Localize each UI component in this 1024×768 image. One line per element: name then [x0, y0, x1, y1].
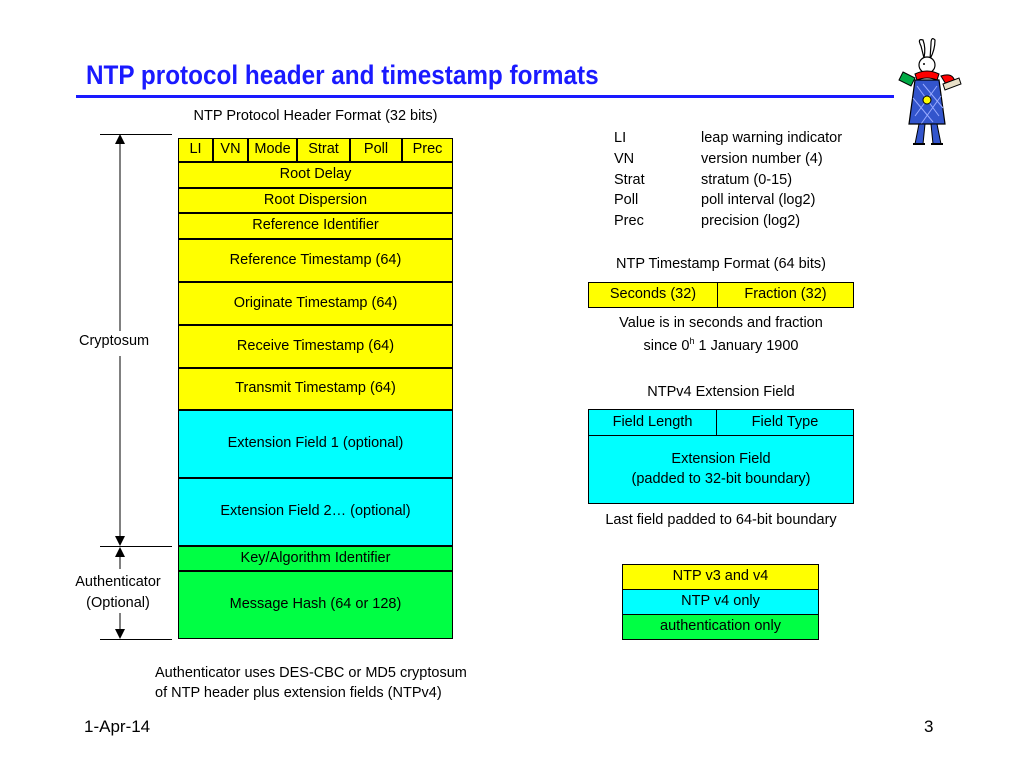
receive-timestamp-field: Receive Timestamp (64) — [178, 325, 453, 368]
strat-field: Strat — [297, 138, 350, 162]
timestamp-description-line-2 — [588, 336, 854, 354]
extension-field-caption: NTPv4 Extension Field — [647, 384, 795, 400]
cryptosum-top-tick — [100, 134, 172, 135]
color-key-v3-v4: NTP v3 and v4 — [622, 564, 819, 590]
slide-page-number: 3 — [924, 717, 934, 736]
timestamp-desc-suffix: 1 January 1900 — [694, 337, 799, 354]
timestamp-description-line-1: Value is in seconds and fraction — [619, 315, 823, 331]
reference-identifier-field: Reference Identifier — [178, 213, 453, 239]
root-delay-field: Root Delay — [178, 162, 453, 188]
legend-abbr-vn: VN — [614, 151, 635, 167]
poll-field: Poll — [350, 138, 402, 162]
seconds-field: Seconds (32) — [588, 282, 718, 308]
legend-meaning-vn: version number (4) — [701, 151, 823, 167]
authenticator-optional-label: (Optional) — [86, 595, 150, 611]
authenticator-arrow — [112, 547, 128, 640]
legend-abbr-poll: Poll — [614, 192, 639, 208]
authenticator-note-line-1: Authenticator uses DES-CBC or MD5 cryptosum — [155, 665, 467, 681]
legend-abbr-li: LI — [614, 130, 627, 146]
header-format-caption: NTP Protocol Header Format (32 bits) — [193, 108, 438, 124]
field-type-field: Field Type — [716, 409, 854, 436]
color-key-authentication: authentication only — [622, 614, 819, 640]
slide-date: 1-Apr-14 — [84, 717, 151, 736]
fraction-field: Fraction (32) — [717, 282, 854, 308]
legend-abbr-prec: Prec — [614, 213, 644, 229]
page-title: NTP protocol header and timestamp formats — [86, 60, 599, 90]
vn-field: VN — [213, 138, 248, 162]
legend-meaning-poll: poll interval (log2) — [701, 192, 816, 208]
timestamp-desc-prefix: since 0 — [643, 337, 690, 354]
timestamp-format-caption: NTP Timestamp Format (64 bits) — [615, 256, 827, 272]
title-underline — [76, 95, 894, 98]
legend-meaning-prec: precision (log2) — [701, 213, 801, 229]
extension-field-1: Extension Field 1 (optional) — [178, 410, 453, 478]
transmit-timestamp-field: Transmit Timestamp (64) — [178, 368, 453, 410]
authenticator-bottom-tick — [100, 639, 172, 640]
extension-field-body-line-1: Extension Field — [671, 450, 771, 467]
legend-abbr-strat: Strat — [614, 172, 645, 188]
extension-field-body-line-2: (padded to 32-bit boundary) — [631, 470, 811, 487]
field-length-field: Field Length — [588, 409, 717, 436]
extension-field-body — [588, 435, 854, 504]
timestamp-desc-superscript: h — [689, 336, 695, 346]
authenticator-note-line-2: of NTP header plus extension fields (NTPv4) — [155, 685, 442, 701]
extension-field-2: Extension Field 2… (optional) — [178, 478, 453, 546]
reference-timestamp-field: Reference Timestamp (64) — [178, 239, 453, 282]
message-hash-field: Message Hash (64 or 128) — [178, 571, 453, 639]
cryptosum-bottom-tick — [100, 546, 172, 547]
prec-field: Prec — [402, 138, 453, 162]
authenticator-label: Authenticator — [75, 574, 161, 590]
li-field: LI — [178, 138, 213, 162]
root-dispersion-field: Root Dispersion — [178, 188, 453, 213]
key-identifier-field: Key/Algorithm Identifier — [178, 546, 453, 571]
legend-meaning-strat: stratum (0-15) — [701, 172, 793, 188]
mode-field: Mode — [248, 138, 297, 162]
white-rabbit-illustration — [893, 38, 965, 150]
originate-timestamp-field: Originate Timestamp (64) — [178, 282, 453, 325]
legend-meaning-li: leap warning indicator — [701, 130, 843, 146]
cryptosum-label: Cryptosum — [79, 333, 150, 349]
extension-field-footer: Last field padded to 64-bit boundary — [605, 512, 837, 528]
color-key-v4-only: NTP v4 only — [622, 589, 819, 615]
